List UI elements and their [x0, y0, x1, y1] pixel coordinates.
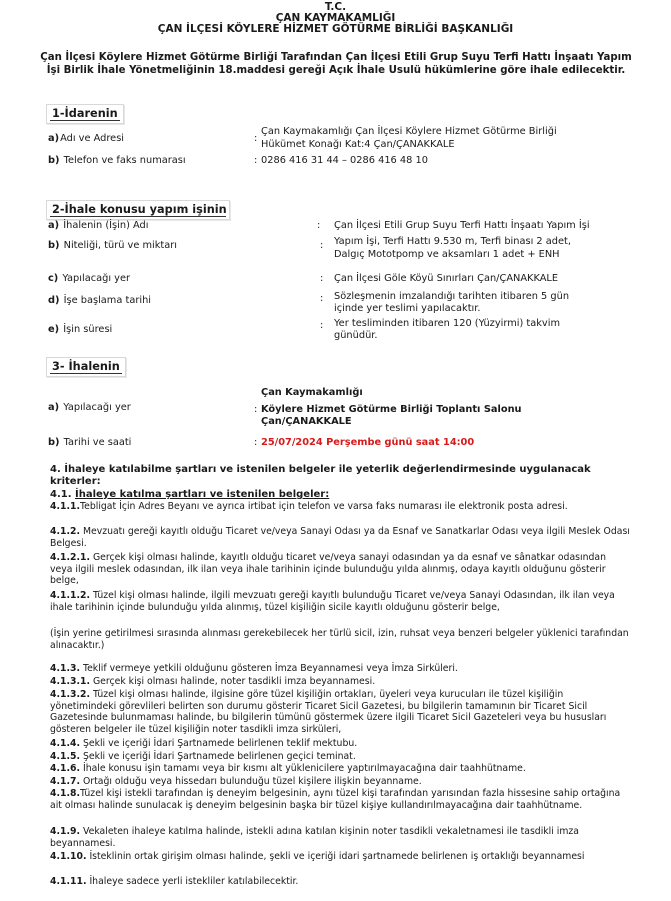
section-2-title-box: [46, 200, 230, 220]
section-1-title: 1-İdarenin: [52, 107, 118, 120]
section-1-address-value-2: Hükümet Konağı Kat:4 Çan/ÇANAKKALE: [261, 139, 455, 150]
section-2-row-b-value-1: Yapım İşi, Terfi Hattı 9.530 m, Terfi binası 2 adet,: [334, 236, 571, 247]
label-text: İşe başlama tarihi: [63, 295, 151, 306]
colon: :: [320, 240, 324, 251]
label-text: Tarihi ve saati: [63, 437, 132, 448]
label-text: Niteliği, türü ve miktarı: [63, 240, 178, 251]
colon: :: [320, 273, 324, 284]
section-3-title-box: [46, 357, 126, 377]
label-prefix: a): [48, 220, 60, 231]
section-1-address-label: [48, 133, 124, 145]
para-4-1-1-2: 4.1.1.2. Tüzel kişi olması halinde, ilgili mevzuatı gereği kayıtlı bulunduğu Ticaret ve/veya Sanayi Odasından, ilk ilan veya ihale tarihinin içinde bulunduğu yılda alınmış, tüzel kişiliğin sicile kayıtlı olduğunu gösterir belge,: [50, 590, 615, 613]
para-4-1-5: 4.1.5. Şekli ve içeriği İdari Şartnamede belirlenen geçici teminat.: [50, 751, 356, 762]
label-prefix: a): [48, 133, 60, 144]
section-2-row-b-label: [48, 240, 177, 252]
para-4-1-2: 4.1.2. Mevzuatı gereği kayıtlı olduğu Ticaret ve/veya Sanayi Odası ya da Esnaf ve Sanatkarlar Odası veya ilgili Meslek Odası Belgesi.: [50, 526, 630, 549]
section-3-date-value: 25/07/2024 Perşembe günü saat 14:00: [261, 437, 475, 448]
section-2-row-e-value-2: günüdür.: [334, 330, 378, 341]
label-prefix: b): [48, 240, 60, 251]
section-4-subheading: [50, 489, 630, 501]
colon: :: [320, 320, 324, 331]
para-note: (İşin yerine getirilmesi sırasında alınması gerekebilecek her türlü sicil, izin, ruhsat veya benzeri belgeler yüklenici tarafından alınacaktır.): [50, 628, 629, 651]
label-prefix: e): [48, 324, 60, 335]
section-2-underline: [50, 216, 226, 217]
subheading-title: İhaleye katılma şartları ve istenilen belgeler:: [75, 489, 330, 500]
section-2-row-e-value-1: Yer tesliminden itibaren 120 (Yüzyirmi) takvim: [334, 318, 560, 329]
section-1-underline: [50, 120, 120, 121]
para-4-1-3-1: 4.1.3.1. Gerçek kişi olması halinde, noter tasdikli imza beyannamesi.: [50, 676, 376, 687]
section-2-row-e-label: [48, 324, 112, 336]
colon: :: [320, 293, 324, 304]
header-line-1: ÇAN KAYMAKAMLIĞI: [275, 12, 396, 24]
section-2-row-d-value-2: içinde yer teslimi yapılacaktır.: [334, 303, 481, 314]
section-2-row-c-value: Çan İlçesi Göle Köyü Sınırları Çan/ÇANAKKALE: [334, 273, 559, 284]
section-3-place-line-2: Köylere Hizmet Götürme Birliği Toplantı Salonu: [261, 404, 522, 415]
label-text: İşin süresi: [63, 324, 113, 335]
para-4-1-3: 4.1.3. Teklif vermeye yetkili olduğunu gösteren İmza Beyannamesi veya İmza Sirküleri.: [50, 663, 458, 674]
para-4-1-10: 4.1.10. İsteklinin ortak girişim olması halinde, şekli ve içeriği idari şartnamede belirlenen iş ortaklığı beyannamesi: [50, 851, 585, 862]
section-3-underline: [50, 373, 122, 374]
label-prefix: a): [48, 402, 60, 413]
section-2-row-d-label: [48, 295, 151, 307]
para-4-1-3-2: 4.1.3.2. Tüzel kişi olması halinde, ilgisine göre tüzel kişiliğin ortakları, üyeleri veya kurucuları ile tüzel kişiliğin yönetimindeki görevlileri belirten son durumu gösterir Ticaret Sicil Gazetesi, bu bilgilerin tamamının bir Ticaret Sicil Gazetesinde bulunmaması halinde, bu bilgilerin tümünü göstermek üzere ilgili Ticaret Sicil Gazeteleri veya bu hususları gösteren belgeler ile tüzel kişiliğin noter tasdikli imza sirküleri,: [50, 689, 607, 735]
label-text: İhalenin (İşin) Adı: [63, 220, 149, 231]
section-3-date-label: [48, 437, 131, 449]
header-tc: T.C.: [324, 1, 347, 13]
label-text: Yapılacağı yer: [63, 402, 131, 413]
para-4-1-2-1: 4.1.2.1. Gerçek kişi olması halinde, kayıtlı olduğu ticaret ve/veya sanayi odasından ya da esnaf ve sânatkar odasından veya ilgili meslek odasından, ilk ilan veya ihale tarihinin içinde bulunduğu yılda alınmış, odaya kayıtlı olduğunu gösterir belge,: [50, 552, 606, 586]
subheading-number: 4.1.: [50, 489, 75, 500]
colon: :: [254, 133, 258, 144]
para-4-1-11: 4.1.11. İhaleye sadece yerli istekliler katılabilecektir.: [50, 876, 299, 887]
section-2-row-c-label: [48, 273, 130, 285]
section-3-title: 3- İhalenin: [52, 360, 120, 373]
header-line-2: ÇAN İLÇESİ KÖYLERE HİZMET GÖTÜRME BİRLİĞİ BAŞKANLIĞI: [157, 23, 514, 35]
section-2-title: 2-İhale konusu yapım işinin: [52, 203, 227, 216]
label-text: Yapılacağı yer: [62, 273, 131, 284]
colon: :: [254, 404, 258, 415]
para-4-1-4: 4.1.4. Şekli ve içeriği İdari Şartnamede belirlenen teklif mektubu.: [50, 738, 358, 749]
colon: :: [254, 155, 258, 166]
section-3-place-line-3: Çan/ÇANAKKALE: [261, 416, 352, 427]
para-4-1-8: 4.1.8.Tüzel kişi istekli tarafından iş deneyim belgesinin, aynı tüzel kişi tarafından yarısından fazla hissesine sahip ortağına ait olması halinde sunulacak iş deneyim belgesinin başka bir tüzel kişiye kullandırılmayacağına dair taahhütname.: [50, 788, 621, 811]
para-4-1-6: 4.1.6. İhale konusu işin tamamı veya bir kısmı alt yüklenicilere yaptırılmayacağına dair taahhütname.: [50, 763, 526, 774]
intro-paragraph: Çan İlçesi Köylere Hizmet Götürme Birliği Tarafından Çan İlçesi Etili Grup Suyu Terfi Hattı İnşaatı Yapım İşi Birlik İhale Yönetmeliğinin 18.maddesi gereği Açık İhale Usulü hükümlerine göre ihale edilecektir.: [40, 52, 632, 76]
colon: :: [254, 437, 258, 448]
label-prefix: b): [48, 437, 60, 448]
label-text: Telefon ve faks numarası: [63, 155, 186, 166]
section-3-place-line-1: Çan Kaymakamlığı: [261, 387, 363, 398]
label-text: Adı ve Adresi: [60, 133, 125, 144]
section-4-heading: 4. İhaleye katılabilme şartları ve istenilen belgeler ile yeterlik değerlendirmesinde uygulanacak kriterler:: [50, 464, 591, 487]
label-prefix: d): [48, 295, 60, 306]
colon: :: [317, 220, 321, 231]
section-2-row-a-label: [48, 220, 148, 232]
label-prefix: c): [48, 273, 59, 284]
label-prefix: b): [48, 155, 60, 166]
section-2-row-b-value-2: Dalgıç Mototpomp ve aksamları 1 adet + ENH: [334, 249, 560, 260]
section-1-address-value-1: Çan Kaymakamlığı Çan İlçesi Köylere Hizmet Götürme Birliği: [261, 126, 557, 137]
section-1-phone-value: 0286 416 31 44 – 0286 416 48 10: [261, 155, 428, 166]
para-4-1-1: 4.1.1.Tebligat İçin Adres Beyanı ve ayrıca irtibat için telefon ve varsa faks numarası ile elektronik posta adresi.: [50, 501, 568, 512]
para-4-1-7: 4.1.7. Ortağı olduğu veya hissedarı bulunduğu tüzel kişilere ilişkin beyanname.: [50, 776, 422, 787]
section-2-row-d-value-1: Sözleşmenin imzalandığı tarihten itibaren 5 gün: [334, 291, 570, 302]
para-4-1-9: 4.1.9. Vekaleten ihaleye katılma halinde, istekli adına katılan kişinin noter tasdikli vekaletnamesi ile tasdikli imza beyannamesi.: [50, 826, 580, 849]
section-3-place-label: [48, 402, 131, 414]
section-1-title-box: [46, 104, 124, 124]
section-1-phone-label: [48, 155, 186, 167]
section-2-row-a-value: Çan İlçesi Etili Grup Suyu Terfi Hattı İnşaatı Yapım İşi: [334, 220, 590, 231]
